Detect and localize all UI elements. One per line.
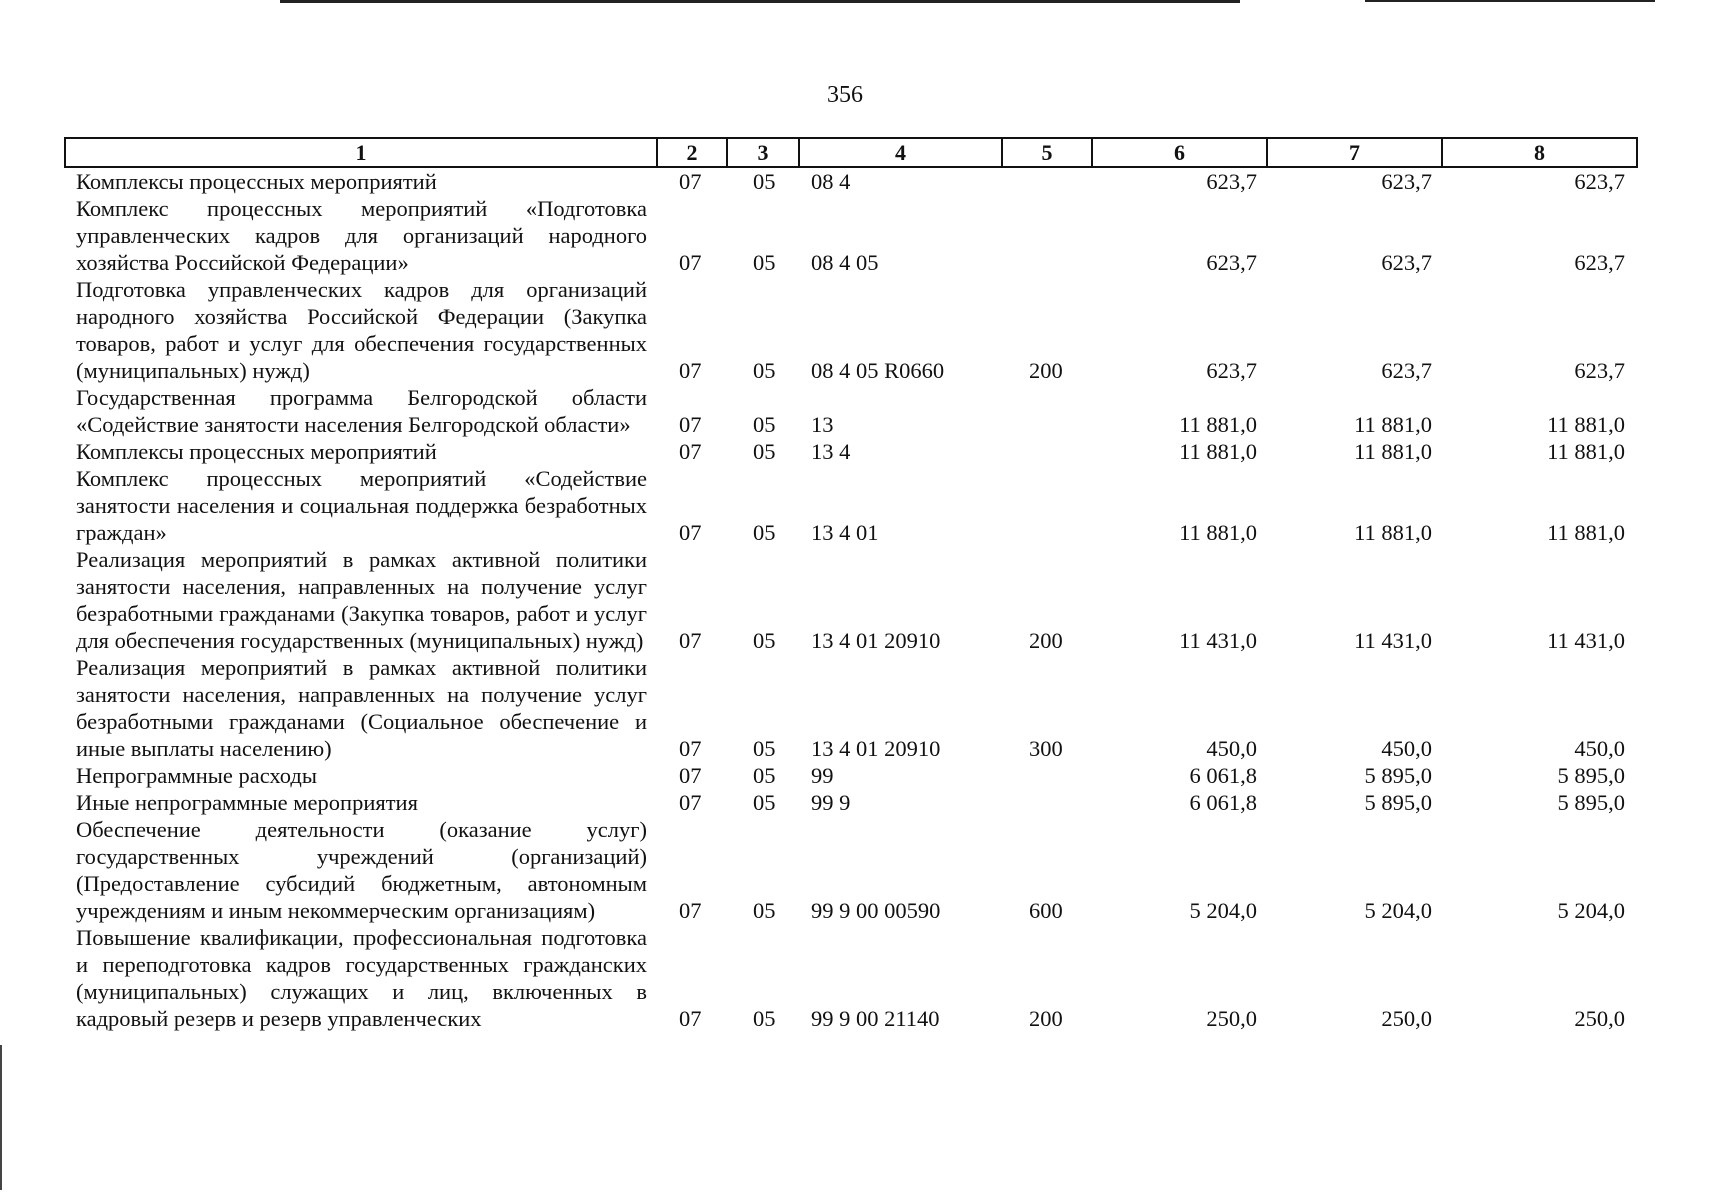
row-amount-col6: 6 061,8 — [1189, 763, 1257, 788]
row-subsection: 05 — [753, 736, 776, 761]
row-name: Непрограммные расходы — [76, 763, 317, 788]
row-section: 07 — [679, 250, 702, 275]
row-section: 07 — [679, 790, 702, 815]
row-amount-col6: 6 061,8 — [1189, 790, 1257, 815]
row-amount-col8: 5 895,0 — [1557, 763, 1625, 788]
row-subsection: 05 — [753, 358, 776, 383]
row-amount-col7: 5 204,0 — [1364, 898, 1432, 923]
row-target-article: 13 4 — [811, 439, 851, 464]
row-expense-type: 600 — [1029, 898, 1063, 923]
scan-artifact-left-line — [0, 1045, 2, 1190]
row-amount-col6: 11 881,0 — [1179, 412, 1257, 437]
row-amount-col6: 11 881,0 — [1179, 439, 1257, 464]
table-row — [65, 384, 1637, 438]
row-target-article: 08 4 05 R0660 — [811, 358, 945, 383]
row-amount-col7: 450,0 — [1381, 736, 1432, 761]
table-row — [65, 546, 1637, 654]
header-col-1: 1 — [65, 138, 657, 167]
row-name: Обеспечение деятельности (оказание услуг) государственных учреждений (организаций) (Предоставление субсидий бюджетным, автономным учреждениям и иным некоммерческим организациям) — [76, 817, 647, 923]
row-target-article: 99 9 00 00590 — [811, 898, 941, 923]
row-amount-col6: 450,0 — [1206, 736, 1257, 761]
row-amount-col8: 623,7 — [1574, 358, 1625, 383]
row-amount-col7: 11 431,0 — [1354, 628, 1432, 653]
row-name: Иные непрограммные мероприятия — [76, 790, 418, 815]
row-target-article: 08 4 — [811, 169, 851, 194]
row-subsection: 05 — [753, 520, 776, 545]
row-amount-col7: 623,7 — [1381, 250, 1432, 275]
row-subsection: 05 — [753, 628, 776, 653]
row-section: 07 — [679, 358, 702, 383]
row-section: 07 — [679, 628, 702, 653]
row-amount-col7: 5 895,0 — [1364, 790, 1432, 815]
row-amount-col6: 11 431,0 — [1179, 628, 1257, 653]
row-expense-type — [1002, 789, 1092, 816]
header-col-3: 3 — [727, 138, 799, 167]
row-expense-type — [1002, 384, 1092, 438]
table-row — [65, 789, 1637, 816]
row-expense-type — [1002, 195, 1092, 276]
row-expense-type: 200 — [1029, 1006, 1063, 1031]
header-row — [65, 138, 1637, 167]
row-target-article: 13 4 01 20910 — [811, 628, 941, 653]
table-row — [65, 465, 1637, 546]
row-amount-col8: 11 431,0 — [1547, 628, 1625, 653]
row-amount-col6: 623,7 — [1206, 169, 1257, 194]
row-expense-type — [1002, 762, 1092, 789]
scan-artifact-top-line-left — [280, 0, 1240, 3]
row-subsection: 05 — [753, 898, 776, 923]
header-col-2: 2 — [657, 138, 727, 167]
row-section: 07 — [679, 520, 702, 545]
row-target-article: 99 9 00 21140 — [811, 1006, 940, 1031]
row-target-article: 99 — [811, 763, 834, 788]
row-amount-col8: 5 895,0 — [1557, 790, 1625, 815]
row-name: Реализация мероприятий в рамках активной политики занятости населения, направленных на получение услуг безработными гражданами (Закупка товаров, работ и услуг для обеспечения государственных (муниципальных) нужд) — [76, 547, 647, 653]
table-body — [65, 167, 1637, 1032]
row-amount-col6: 5 204,0 — [1189, 898, 1257, 923]
row-section: 07 — [679, 169, 702, 194]
row-name: Комплексы процессных мероприятий — [76, 439, 437, 464]
row-target-article: 99 9 — [811, 790, 851, 815]
budget-table — [64, 137, 1638, 1032]
row-amount-col7: 623,7 — [1381, 169, 1432, 194]
row-amount-col7: 11 881,0 — [1354, 520, 1432, 545]
row-subsection: 05 — [753, 439, 776, 464]
row-name: Комплексы процессных мероприятий — [76, 169, 437, 194]
row-amount-col8: 450,0 — [1574, 736, 1625, 761]
row-subsection: 05 — [753, 790, 776, 815]
row-name: Комплекс процессных мероприятий «Содействие занятости населения и социальная поддержка безработных граждан» — [76, 466, 647, 545]
row-amount-col8: 11 881,0 — [1547, 520, 1625, 545]
table-row — [65, 167, 1637, 195]
header-col-8: 8 — [1442, 138, 1637, 167]
table-row — [65, 195, 1637, 276]
row-subsection: 05 — [753, 169, 776, 194]
row-amount-col8: 5 204,0 — [1557, 898, 1625, 923]
row-amount-col7: 11 881,0 — [1354, 412, 1432, 437]
row-amount-col6: 11 881,0 — [1179, 520, 1257, 545]
row-section: 07 — [679, 1006, 702, 1031]
row-expense-type: 300 — [1029, 736, 1063, 761]
row-amount-col8: 11 881,0 — [1547, 412, 1625, 437]
row-amount-col6: 623,7 — [1206, 250, 1257, 275]
row-section: 07 — [679, 898, 702, 923]
scan-artifact-top-line-right — [1365, 0, 1655, 2]
row-amount-col7: 623,7 — [1381, 358, 1432, 383]
row-amount-col8: 250,0 — [1574, 1006, 1625, 1031]
row-target-article: 13 4 01 20910 — [811, 736, 941, 761]
row-amount-col7: 250,0 — [1381, 1006, 1432, 1031]
header-col-6: 6 — [1092, 138, 1267, 167]
table-row — [65, 816, 1637, 924]
row-subsection: 05 — [753, 763, 776, 788]
row-amount-col6: 623,7 — [1206, 358, 1257, 383]
row-target-article: 13 4 01 — [811, 520, 879, 545]
row-amount-col8: 623,7 — [1574, 250, 1625, 275]
header-col-7: 7 — [1267, 138, 1442, 167]
row-section: 07 — [679, 412, 702, 437]
row-amount-col7: 5 895,0 — [1364, 763, 1432, 788]
page-number: 356 — [827, 82, 863, 108]
header-col-5: 5 — [1002, 138, 1092, 167]
table-row — [65, 438, 1637, 465]
row-name: Государственная программа Белгородской области «Содействие занятости населения Белгородской области» — [76, 385, 647, 437]
row-amount-col8: 11 881,0 — [1547, 439, 1625, 464]
row-target-article: 08 4 05 — [811, 250, 879, 275]
row-target-article: 13 — [811, 412, 834, 437]
row-name: Комплекс процессных мероприятий «Подготовка управленческих кадров для организаций народного хозяйства Российской Федерации» — [76, 196, 647, 275]
row-subsection: 05 — [753, 1006, 776, 1031]
row-subsection: 05 — [753, 250, 776, 275]
row-expense-type — [1002, 465, 1092, 546]
row-amount-col7: 11 881,0 — [1354, 439, 1432, 464]
row-name: Подготовка управленческих кадров для организаций народного хозяйства Российской Федерации (Закупка товаров, работ и услуг для обеспечения государственных (муниципальных) нужд) — [76, 277, 647, 383]
table-row — [65, 276, 1637, 384]
row-name: Повышение квалификации, профессиональная подготовка и переподготовка кадров государственных гражданских (муниципальных) служащих и лиц, включенных в кадровый резерв и резерв управленческих — [76, 925, 647, 1031]
row-section: 07 — [679, 439, 702, 464]
table-row — [65, 762, 1637, 789]
row-expense-type: 200 — [1029, 628, 1063, 653]
row-amount-col6: 250,0 — [1206, 1006, 1257, 1031]
row-expense-type — [1002, 438, 1092, 465]
row-subsection: 05 — [753, 412, 776, 437]
table-row — [65, 924, 1637, 1032]
table-header — [65, 138, 1637, 167]
row-expense-type — [1002, 167, 1092, 195]
row-name: Реализация мероприятий в рамках активной политики занятости населения, направленных на получение услуг безработными гражданами (Социальное обеспечение и иные выплаты населению) — [76, 655, 647, 761]
row-amount-col8: 623,7 — [1574, 169, 1625, 194]
row-section: 07 — [679, 736, 702, 761]
row-section: 07 — [679, 763, 702, 788]
row-expense-type: 200 — [1029, 358, 1063, 383]
table-row — [65, 654, 1637, 762]
header-col-4: 4 — [799, 138, 1002, 167]
